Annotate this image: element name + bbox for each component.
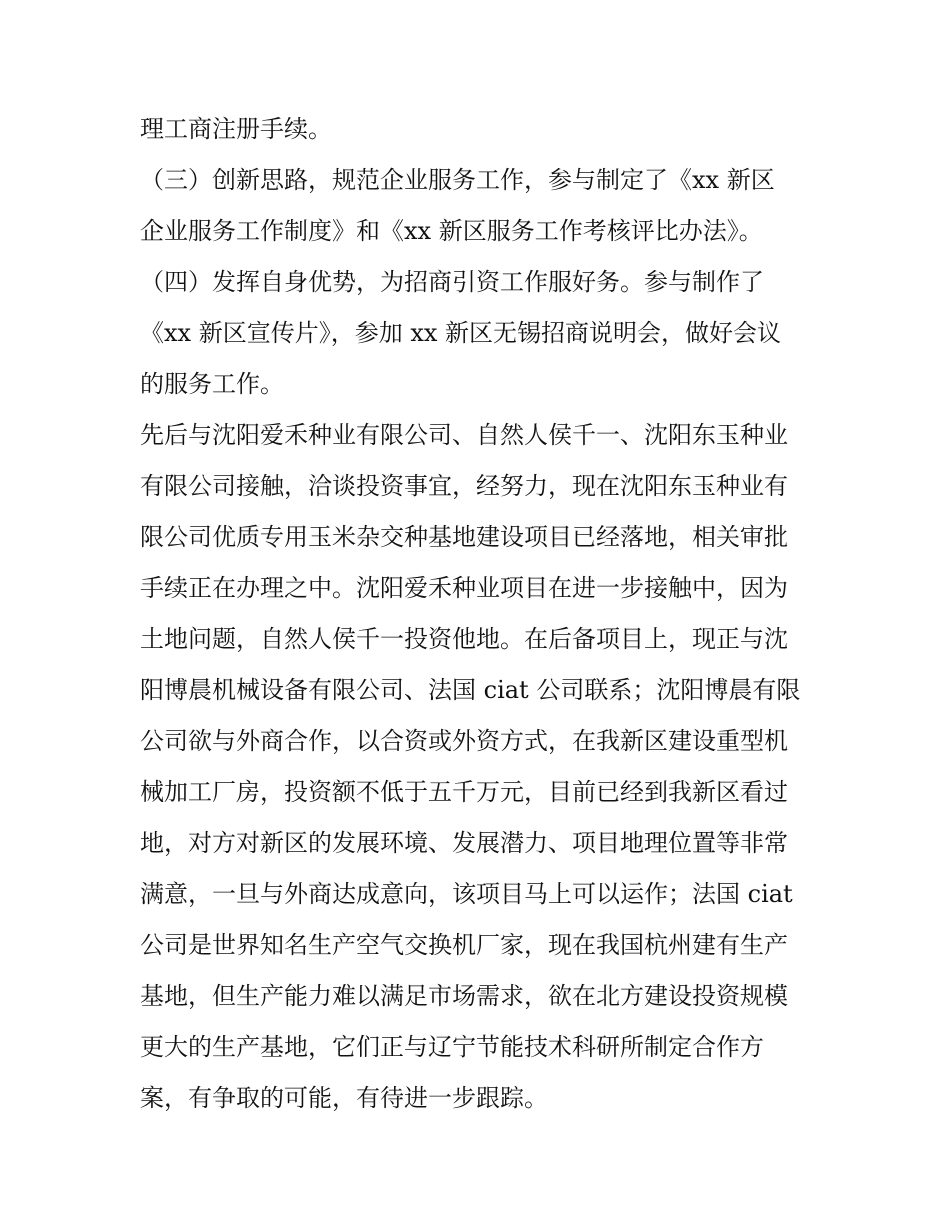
text-line: 有限公司接触，洽谈投资事宜，经努力，现在沈阳东玉种业有 — [140, 472, 788, 500]
text-line: 案，有争取的可能，有待进一步跟踪。 — [140, 1084, 548, 1112]
text-line: 《xx 新区宣传片》，参加 xx 新区无锡招商说明会，做好会议 — [140, 319, 782, 347]
text-line: 公司欲与外商合作，以合资或外资方式，在我新区建设重型机 — [140, 727, 788, 755]
text-line: 阳博晨机械设备有限公司、法国 ciat 公司联系；沈阳博晨有限 — [140, 676, 801, 704]
text-line: 的服务工作。 — [140, 370, 284, 398]
text-line: 先后与沈阳爱禾种业有限公司、自然人侯千一、沈阳东玉种业 — [140, 421, 788, 449]
text-line: 手续正在办理之中。沈阳爱禾种业项目在进一步接触中，因为 — [140, 574, 788, 602]
text-line: 基地，但生产能力难以满足市场需求，欲在北方建设投资规模 — [140, 982, 788, 1010]
text-line: 土地问题，自然人侯千一投资他地。在后备项目上，现正与沈 — [140, 625, 788, 653]
text-line: 地，对方对新区的发展环境、发展潜力、项目地理位置等非常 — [140, 829, 788, 857]
text-line: 更大的生产基地，它们正与辽宁节能技术科研所制定合作方 — [140, 1033, 764, 1061]
body-text — [140, 104, 820, 1124]
text-line: 理工商注册手续。 — [140, 115, 332, 143]
text-line: 械加工厂房，投资额不低于五千万元，目前已经到我新区看过 — [140, 778, 788, 806]
text-line: 公司是世界知名生产空气交换机厂家，现在我国杭州建有生产 — [140, 931, 788, 959]
text-line: 限公司优质专用玉米杂交种基地建设项目已经落地，相关审批 — [140, 523, 788, 551]
text-line: （三）创新思路，规范企业服务工作，参与制定了《xx 新区 — [140, 166, 775, 194]
text-line: 满意，一旦与外商达成意向，该项目马上可以运作；法国 ciat — [140, 880, 793, 908]
text-line: （四）发挥自身优势，为招商引资工作服好务。参与制作了 — [140, 268, 764, 296]
text-line: 企业服务工作制度》和《xx 新区服务工作考核评比办法》。 — [140, 217, 763, 245]
